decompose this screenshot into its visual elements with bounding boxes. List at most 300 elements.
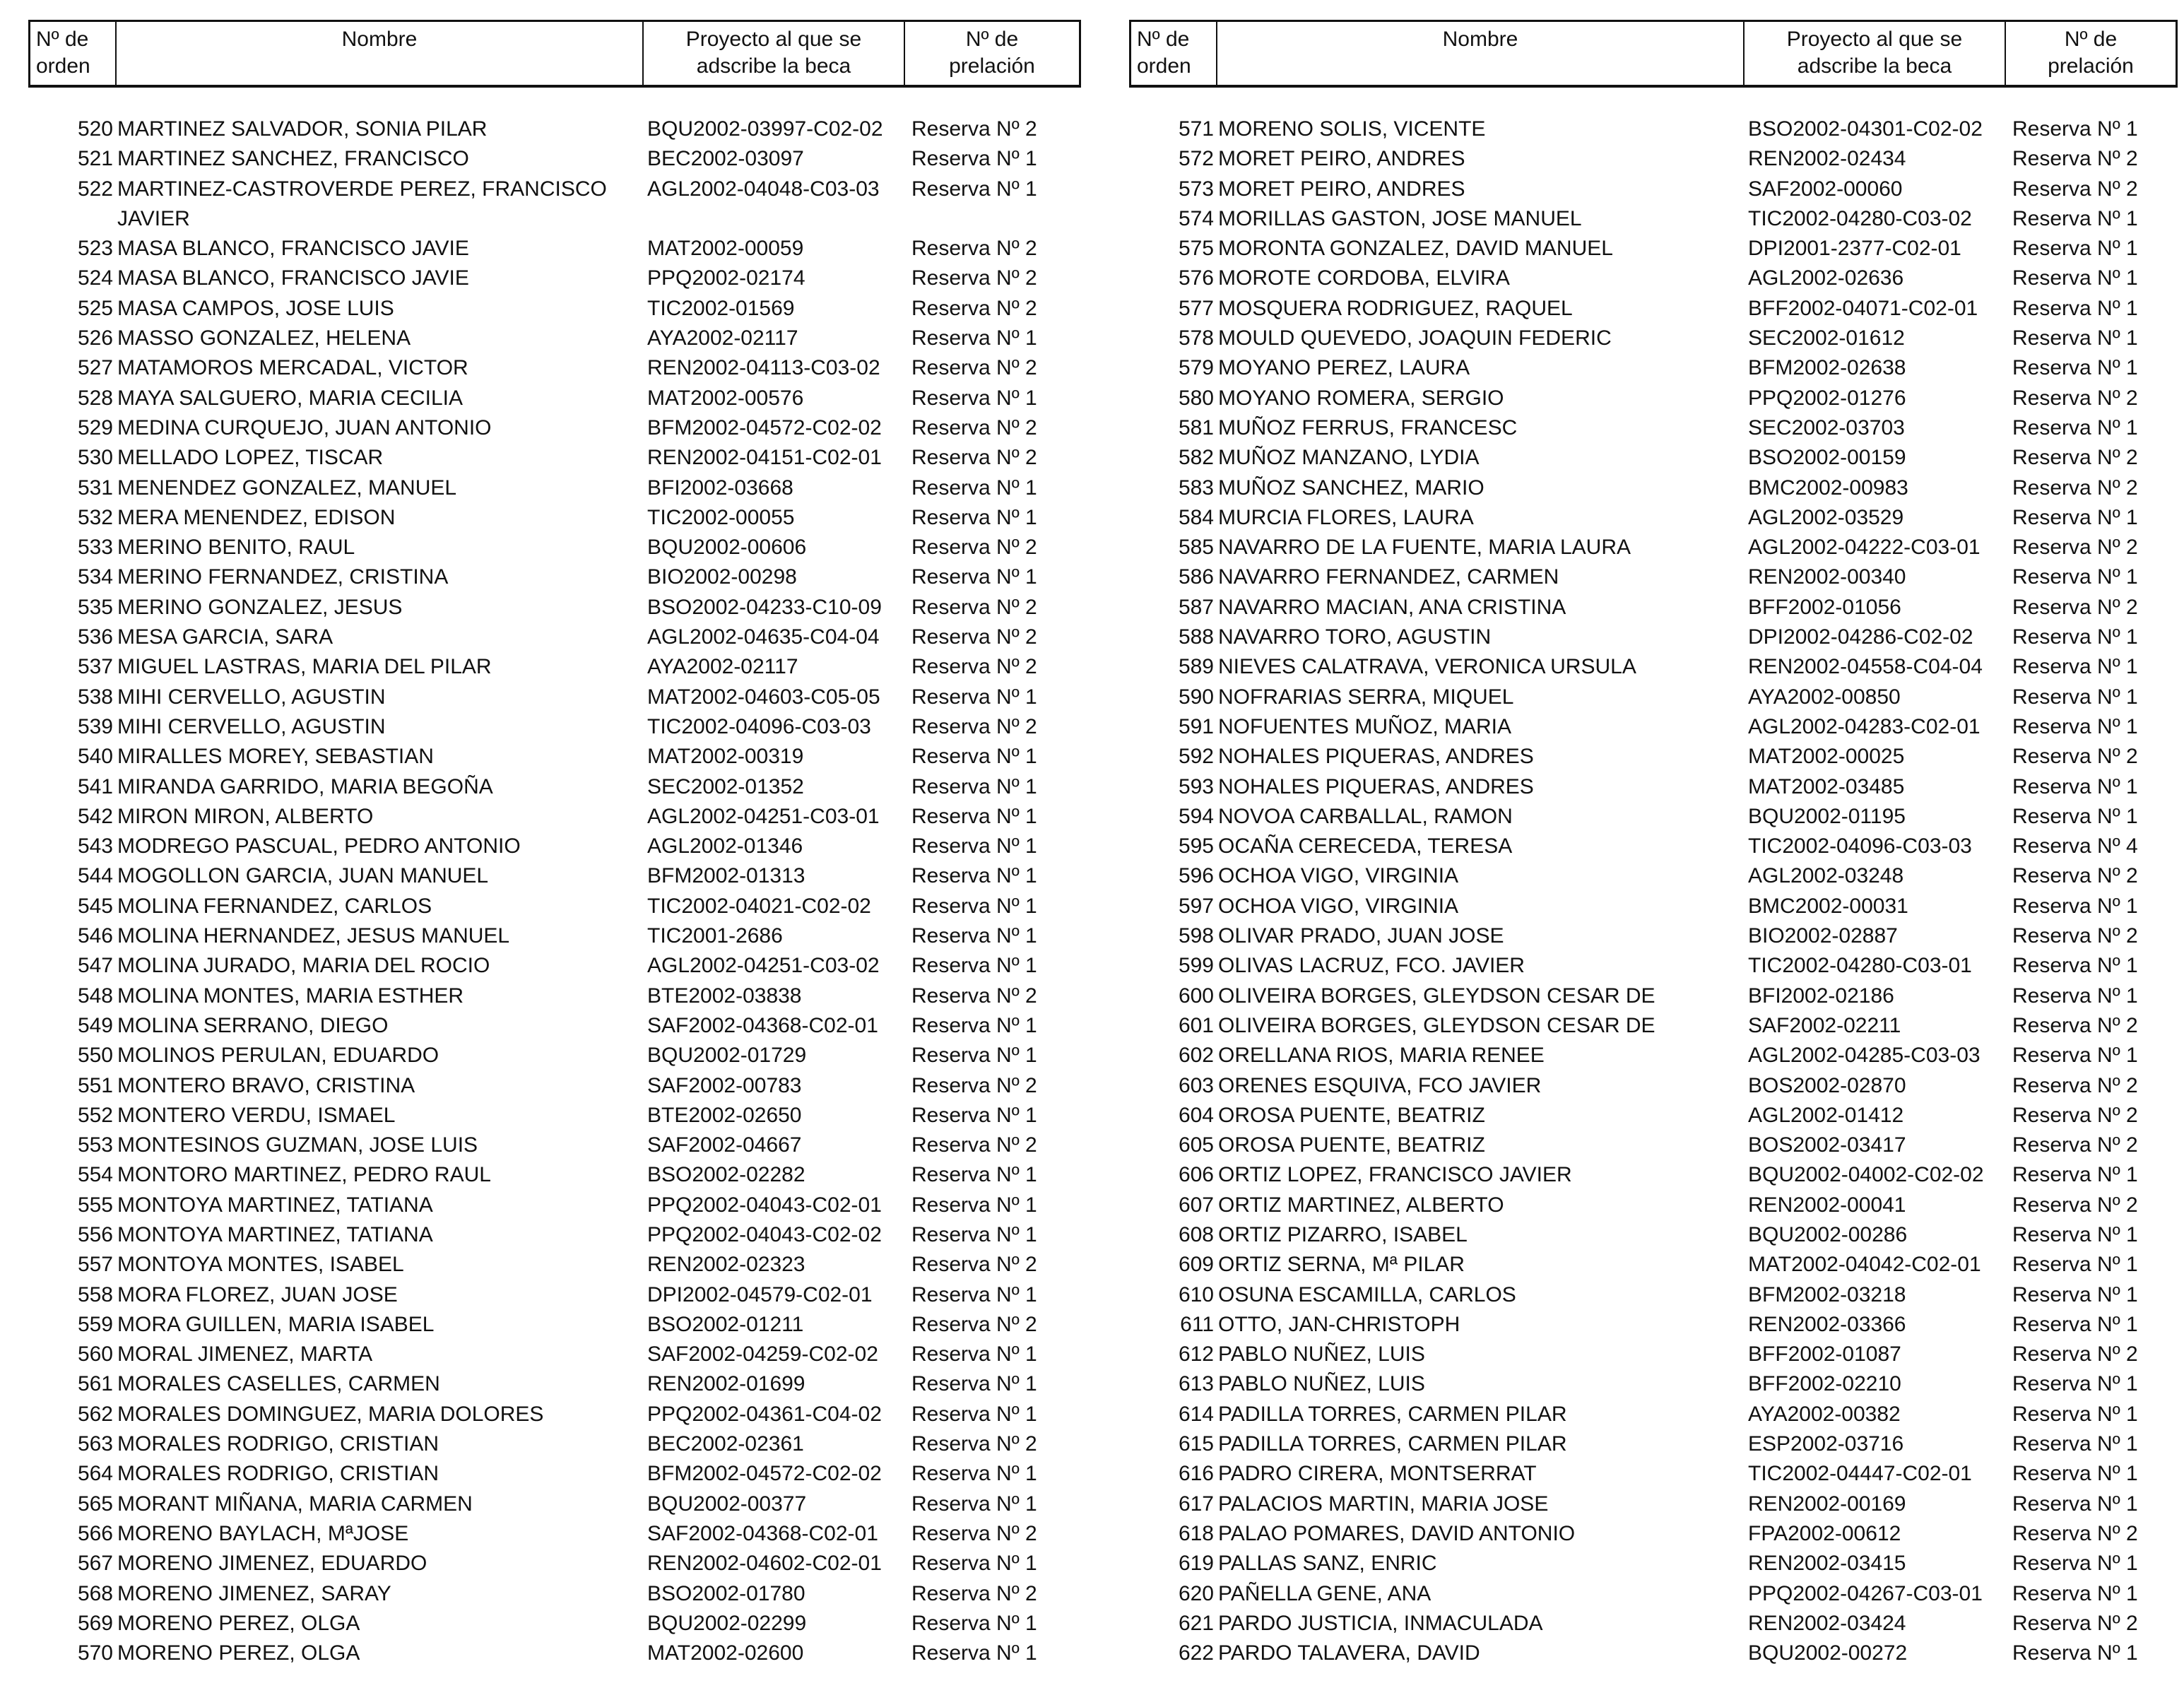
row-prelacion: Reserva Nº 4 bbox=[2012, 834, 2138, 858]
row-name: MIHI CERVELLO, AGUSTIN bbox=[117, 685, 386, 709]
row-project: AGL2002-01346 bbox=[647, 834, 803, 858]
row-prelacion: Reserva Nº 1 bbox=[911, 1103, 1037, 1127]
row-name: MORALES DOMINGUEZ, MARIA DOLORES bbox=[117, 1402, 544, 1426]
row-prelacion: Reserva Nº 1 bbox=[911, 1372, 1037, 1396]
row-name: MONTOYA MARTINEZ, TATIANA bbox=[117, 1193, 433, 1217]
row-name: PADILLA TORRES, CARMEN PILAR bbox=[1218, 1432, 1567, 1456]
row-name: MOLINA HERNANDEZ, JESUS MANUEL bbox=[117, 924, 510, 948]
row-prelacion: Reserva Nº 1 bbox=[2012, 505, 2138, 529]
row-name: NOVOA CARBALLAL, RAMON bbox=[1218, 804, 1513, 828]
row-number: 535 bbox=[77, 595, 113, 619]
row-number: 571 bbox=[1178, 117, 1214, 141]
row-name: PARDO JUSTICIA, INMACULADA bbox=[1218, 1611, 1543, 1635]
row-name: NOFRARIAS SERRA, MIQUEL bbox=[1218, 685, 1514, 709]
table-row bbox=[1129, 1429, 2178, 1459]
table-row bbox=[1129, 802, 2178, 832]
row-name: MORET PEIRO, ANDRES bbox=[1218, 177, 1465, 201]
table-row bbox=[1129, 1310, 2178, 1340]
row-name: MUÑOZ FERRUS, FRANCESC bbox=[1218, 415, 1518, 439]
row-number: 575 bbox=[1178, 237, 1214, 261]
row-project: MAT2002-03485 bbox=[1748, 774, 1905, 798]
row-number: 593 bbox=[1178, 774, 1214, 798]
row-project: BSO2002-02282 bbox=[647, 1163, 805, 1187]
row-project: BSO2002-01780 bbox=[647, 1581, 805, 1605]
row-project: PPQ2002-04361-C04-02 bbox=[647, 1402, 882, 1426]
row-project: TIC2002-00055 bbox=[647, 505, 795, 529]
row-project: AGL2002-04285-C03-03 bbox=[1748, 1044, 1981, 1068]
row-number: 539 bbox=[77, 714, 113, 738]
row-project: BOS2002-03417 bbox=[1748, 1133, 1906, 1157]
row-prelacion: Reserva Nº 1 bbox=[2012, 685, 2138, 709]
row-number: 610 bbox=[1178, 1282, 1214, 1306]
row-project: AGL2002-04251-C03-01 bbox=[647, 804, 880, 828]
row-project: BMC2002-00983 bbox=[1748, 476, 1908, 500]
row-number: 563 bbox=[77, 1432, 113, 1456]
row-project: TIC2002-04096-C03-03 bbox=[647, 714, 871, 738]
row-project: TIC2002-01569 bbox=[647, 296, 795, 320]
row-project: BFF2002-01087 bbox=[1748, 1342, 1901, 1367]
row-number: 574 bbox=[1178, 206, 1214, 230]
row-prelacion: Reserva Nº 1 bbox=[2012, 1282, 2138, 1306]
row-number: 622 bbox=[1178, 1641, 1214, 1665]
row-project: MAT2002-00025 bbox=[1748, 745, 1905, 769]
row-name: PALAO POMARES, DAVID ANTONIO bbox=[1218, 1521, 1576, 1545]
row-project: TIC2002-04280-C03-02 bbox=[1748, 206, 1972, 230]
row-project: AGL2002-03529 bbox=[1748, 505, 1904, 529]
row-prelacion: Reserva Nº 1 bbox=[2012, 1372, 2138, 1396]
row-number: 557 bbox=[77, 1253, 113, 1277]
row-prelacion: Reserva Nº 1 bbox=[911, 864, 1037, 888]
table-row bbox=[1129, 652, 2178, 682]
row-prelacion: Reserva Nº 2 bbox=[2012, 924, 2138, 948]
row-name: MONTORO MARTINEZ, PEDRO RAUL bbox=[117, 1163, 491, 1187]
row-number: 590 bbox=[1178, 685, 1214, 709]
row-project: AYA2002-00850 bbox=[1748, 685, 1901, 709]
row-prelacion: Reserva Nº 2 bbox=[2012, 595, 2138, 619]
left-table bbox=[28, 20, 1081, 1665]
row-project: SAF2002-00060 bbox=[1748, 177, 1903, 201]
row-prelacion: Reserva Nº 1 bbox=[2012, 655, 2138, 679]
row-number: 600 bbox=[1178, 984, 1214, 1008]
header-prelacion bbox=[904, 22, 1079, 85]
row-number: 552 bbox=[77, 1103, 113, 1127]
row-project: PPQ2002-04043-C02-02 bbox=[647, 1222, 882, 1246]
header-orden-line2: orden bbox=[36, 54, 90, 78]
table-row bbox=[28, 114, 1081, 144]
row-project: BQU2002-01729 bbox=[647, 1044, 807, 1068]
header-orden bbox=[30, 22, 115, 85]
row-project: BEC2002-03097 bbox=[647, 147, 804, 171]
row-project: SAF2002-04259-C02-02 bbox=[647, 1342, 878, 1367]
row-project: BFM2002-02638 bbox=[1748, 356, 1906, 380]
row-number: 549 bbox=[77, 1013, 113, 1037]
row-prelacion: Reserva Nº 1 bbox=[911, 685, 1037, 709]
row-number: 527 bbox=[77, 356, 113, 380]
row-number: 536 bbox=[77, 625, 113, 649]
row-project: AGL2002-04283-C02-01 bbox=[1748, 714, 1981, 738]
row-name: ORENES ESQUIVA, FCO JAVIER bbox=[1218, 1073, 1542, 1097]
header-orden bbox=[1131, 22, 1216, 85]
row-project: REN2002-03366 bbox=[1748, 1312, 1906, 1336]
table-row bbox=[28, 593, 1081, 622]
row-prelacion: Reserva Nº 2 bbox=[911, 446, 1037, 470]
row-number: 531 bbox=[77, 476, 113, 500]
row-name: MERINO BENITO, RAUL bbox=[117, 536, 355, 560]
row-project: AGL2002-02636 bbox=[1748, 266, 1904, 290]
row-project: AYA2002-02117 bbox=[647, 655, 798, 679]
row-prelacion: Reserva Nº 1 bbox=[2012, 954, 2138, 978]
row-number: 528 bbox=[77, 386, 113, 410]
row-number: 529 bbox=[77, 415, 113, 439]
row-name: MORENO PEREZ, OLGA bbox=[117, 1611, 360, 1635]
row-name: MEDINA CURQUEJO, JUAN ANTONIO bbox=[117, 415, 492, 439]
row-project: SEC2002-01612 bbox=[1748, 326, 1905, 350]
row-name: PABLO NUÑEZ, LUIS bbox=[1218, 1342, 1425, 1367]
row-prelacion: Reserva Nº 2 bbox=[911, 1073, 1037, 1097]
table-row bbox=[28, 384, 1081, 413]
row-project: BFM2002-04572-C02-02 bbox=[647, 1462, 882, 1486]
row-project: BQU2002-00377 bbox=[647, 1492, 807, 1516]
row-number: 570 bbox=[77, 1641, 113, 1665]
row-prelacion: Reserva Nº 2 bbox=[911, 655, 1037, 679]
row-project: AGL2002-04222-C03-01 bbox=[1748, 536, 1981, 560]
table-row bbox=[1129, 384, 2178, 413]
table-row bbox=[1129, 861, 2178, 891]
table-row bbox=[28, 981, 1081, 1011]
row-project: PPQ2002-04267-C03-01 bbox=[1748, 1581, 1983, 1605]
table-row bbox=[28, 1519, 1081, 1549]
row-prelacion: Reserva Nº 1 bbox=[911, 1193, 1037, 1217]
header-nombre bbox=[1216, 22, 1743, 85]
row-number: 558 bbox=[77, 1282, 113, 1306]
table-row bbox=[1129, 503, 2178, 533]
row-number: 608 bbox=[1178, 1222, 1214, 1246]
row-name: MASA BLANCO, FRANCISCO JAVIE bbox=[117, 266, 469, 290]
row-project: REN2002-03424 bbox=[1748, 1611, 1906, 1635]
row-prelacion: Reserva Nº 2 bbox=[911, 595, 1037, 619]
row-project: MAT2002-02600 bbox=[647, 1641, 804, 1665]
table-row bbox=[1129, 742, 2178, 772]
table-row bbox=[1129, 622, 2178, 652]
row-number: 601 bbox=[1178, 1013, 1214, 1037]
row-project: REN2002-02434 bbox=[1748, 147, 1906, 171]
row-project: BTE2002-03838 bbox=[647, 984, 802, 1008]
row-name: MORA FLOREZ, JUAN JOSE bbox=[117, 1282, 398, 1306]
table-row bbox=[1129, 1489, 2178, 1519]
row-project: BFF2002-01056 bbox=[1748, 595, 1901, 619]
row-number: 595 bbox=[1178, 834, 1214, 858]
row-name: OLIVEIRA BORGES, GLEYDSON CESAR DE bbox=[1218, 984, 1655, 1008]
row-number: 602 bbox=[1178, 1044, 1214, 1068]
row-name: PALLAS SANZ, ENRIC bbox=[1218, 1552, 1437, 1576]
row-prelacion: Reserva Nº 1 bbox=[2012, 206, 2138, 230]
row-prelacion: Reserva Nº 1 bbox=[911, 1402, 1037, 1426]
row-project: TIC2001-2686 bbox=[647, 924, 783, 948]
row-prelacion: Reserva Nº 2 bbox=[2012, 446, 2138, 470]
row-prelacion: Reserva Nº 2 bbox=[2012, 1342, 2138, 1367]
row-prelacion: Reserva Nº 1 bbox=[2012, 1581, 2138, 1605]
table-row bbox=[1129, 324, 2178, 353]
row-project: BFM2002-04572-C02-02 bbox=[647, 415, 882, 439]
row-prelacion: Reserva Nº 1 bbox=[911, 147, 1037, 171]
row-name: OROSA PUENTE, BEATRIZ bbox=[1218, 1103, 1485, 1127]
table-row bbox=[1129, 951, 2178, 981]
row-project: BFM2002-03218 bbox=[1748, 1282, 1906, 1306]
table-row bbox=[28, 1041, 1081, 1070]
row-prelacion: Reserva Nº 1 bbox=[2012, 266, 2138, 290]
right-table-header bbox=[1129, 20, 2178, 88]
row-project: BFI2002-03668 bbox=[647, 476, 793, 500]
row-project: BQU2002-04002-C02-02 bbox=[1748, 1163, 1984, 1187]
row-prelacion: Reserva Nº 1 bbox=[911, 476, 1037, 500]
row-name: MORALES RODRIGO, CRISTIAN bbox=[117, 1432, 439, 1456]
table-row bbox=[28, 473, 1081, 503]
row-name: MORENO PEREZ, OLGA bbox=[117, 1641, 360, 1665]
row-project: BFM2002-01313 bbox=[647, 864, 805, 888]
row-project: AGL2002-03248 bbox=[1748, 864, 1904, 888]
row-number: 584 bbox=[1178, 505, 1214, 529]
row-prelacion: Reserva Nº 2 bbox=[911, 266, 1037, 290]
table-row bbox=[28, 413, 1081, 443]
row-prelacion: Reserva Nº 2 bbox=[911, 536, 1037, 560]
row-prelacion: Reserva Nº 1 bbox=[2012, 1641, 2138, 1665]
row-project: BSO2002-04301-C02-02 bbox=[1748, 117, 1983, 141]
table-row bbox=[1129, 175, 2178, 204]
table-row bbox=[1129, 921, 2178, 951]
table-row bbox=[28, 562, 1081, 592]
row-name: PAÑELLA GENE, ANA bbox=[1218, 1581, 1432, 1605]
row-number: 534 bbox=[77, 565, 113, 589]
row-name: NOFUENTES MUÑOZ, MARIA bbox=[1218, 714, 1512, 738]
row-number: 562 bbox=[77, 1402, 113, 1426]
row-number: 582 bbox=[1178, 446, 1214, 470]
table-row bbox=[1129, 1609, 2178, 1639]
header-nombre-text: Nombre bbox=[341, 28, 418, 51]
row-prelacion: Reserva Nº 2 bbox=[2012, 1103, 2138, 1127]
row-prelacion: Reserva Nº 1 bbox=[911, 1163, 1037, 1187]
row-prelacion: Reserva Nº 2 bbox=[911, 296, 1037, 320]
row-project: MAT2002-00059 bbox=[647, 237, 804, 261]
row-number: 521 bbox=[77, 147, 113, 171]
row-prelacion: Reserva Nº 2 bbox=[911, 1253, 1037, 1277]
row-number: 561 bbox=[77, 1372, 113, 1396]
row-project: REN2002-00169 bbox=[1748, 1492, 1906, 1516]
row-project: BEC2002-02361 bbox=[647, 1432, 804, 1456]
table-row bbox=[28, 921, 1081, 951]
row-project: FPA2002-00612 bbox=[1748, 1521, 1901, 1545]
row-number: 559 bbox=[77, 1312, 113, 1336]
row-prelacion: Reserva Nº 2 bbox=[2012, 1193, 2138, 1217]
row-prelacion: Reserva Nº 1 bbox=[2012, 625, 2138, 649]
row-number: 613 bbox=[1178, 1372, 1214, 1396]
row-prelacion: Reserva Nº 1 bbox=[911, 834, 1037, 858]
row-number: 591 bbox=[1178, 714, 1214, 738]
row-project: REN2002-02323 bbox=[647, 1253, 805, 1277]
row-project: AGL2002-04048-C03-03 bbox=[647, 177, 880, 201]
table-row bbox=[1129, 1071, 2178, 1101]
row-name: MOLINOS PERULAN, EDUARDO bbox=[117, 1044, 439, 1068]
row-number: 606 bbox=[1178, 1163, 1214, 1187]
table-row bbox=[28, 1131, 1081, 1160]
row-project: DPI2002-04286-C02-02 bbox=[1748, 625, 1973, 649]
row-project: ESP2002-03716 bbox=[1748, 1432, 1904, 1456]
row-prelacion: Reserva Nº 1 bbox=[911, 745, 1037, 769]
table-row bbox=[28, 533, 1081, 562]
row-number: 551 bbox=[77, 1073, 113, 1097]
row-project: REN2002-00041 bbox=[1748, 1193, 1906, 1217]
row-project: BSO2002-04233-C10-09 bbox=[647, 595, 882, 619]
header-proyecto-line2: adscribe la beca bbox=[696, 54, 851, 78]
row-project: REN2002-04113-C03-02 bbox=[647, 356, 880, 380]
row-project: AYA2002-00382 bbox=[1748, 1402, 1901, 1426]
row-number: 560 bbox=[77, 1342, 113, 1367]
row-prelacion: Reserva Nº 1 bbox=[2012, 1163, 2138, 1187]
row-prelacion: Reserva Nº 2 bbox=[2012, 1521, 2138, 1545]
row-name: MIGUEL LASTRAS, MARIA DEL PILAR bbox=[117, 655, 492, 679]
row-number: 609 bbox=[1178, 1253, 1214, 1277]
table-row bbox=[28, 503, 1081, 533]
row-number: 578 bbox=[1178, 326, 1214, 350]
row-project: REN2002-03415 bbox=[1748, 1552, 1906, 1576]
row-project: AGL2002-04635-C04-04 bbox=[647, 625, 880, 649]
row-name: MORILLAS GASTON, JOSE MANUEL bbox=[1218, 206, 1582, 230]
row-number: 523 bbox=[77, 237, 113, 261]
row-name: MIRALLES MOREY, SEBASTIAN bbox=[117, 745, 434, 769]
row-project: REN2002-04151-C02-01 bbox=[647, 446, 882, 470]
row-number: 583 bbox=[1178, 476, 1214, 500]
table-row bbox=[1129, 353, 2178, 383]
row-project: SAF2002-04368-C02-01 bbox=[647, 1521, 878, 1545]
table-row bbox=[28, 861, 1081, 891]
table-row bbox=[28, 1280, 1081, 1310]
row-name: OLIVAR PRADO, JUAN JOSE bbox=[1218, 924, 1504, 948]
row-prelacion: Reserva Nº 2 bbox=[2012, 177, 2138, 201]
row-name: ORELLANA RIOS, MARIA RENEE bbox=[1218, 1044, 1545, 1068]
header-proyecto-line1: Proyecto al que se bbox=[685, 28, 862, 51]
row-name: MOSQUERA RODRIGUEZ, RAQUEL bbox=[1218, 296, 1573, 320]
row-prelacion: Reserva Nº 2 bbox=[2012, 147, 2138, 171]
row-number: 544 bbox=[77, 864, 113, 888]
row-name: OCHOA VIGO, VIRGINIA bbox=[1218, 894, 1459, 918]
row-number: 548 bbox=[77, 984, 113, 1008]
row-prelacion: Reserva Nº 1 bbox=[2012, 1552, 2138, 1576]
table-row bbox=[1129, 144, 2178, 174]
table-row bbox=[28, 1579, 1081, 1609]
row-prelacion: Reserva Nº 2 bbox=[2012, 745, 2138, 769]
row-number: 540 bbox=[77, 745, 113, 769]
row-project: SAF2002-02211 bbox=[1748, 1013, 1901, 1037]
row-name: OSUNA ESCAMILLA, CARLOS bbox=[1218, 1282, 1516, 1306]
row-name: MASSO GONZALEZ, HELENA bbox=[117, 326, 411, 350]
row-prelacion: Reserva Nº 2 bbox=[911, 625, 1037, 649]
table-row bbox=[1129, 114, 2178, 144]
row-number: 520 bbox=[77, 117, 113, 141]
table-row bbox=[1129, 1101, 2178, 1131]
row-prelacion: Reserva Nº 1 bbox=[911, 326, 1037, 350]
table-row bbox=[28, 832, 1081, 861]
row-number: 564 bbox=[77, 1462, 113, 1486]
table-row bbox=[1129, 1459, 2178, 1489]
row-name: MORENO BAYLACH, MªJOSE bbox=[117, 1521, 409, 1545]
row-prelacion: Reserva Nº 2 bbox=[911, 1312, 1037, 1336]
row-prelacion: Reserva Nº 1 bbox=[2012, 237, 2138, 261]
row-name: NAVARRO TORO, AGUSTIN bbox=[1218, 625, 1492, 649]
row-number: 588 bbox=[1178, 625, 1214, 649]
table-row bbox=[1129, 413, 2178, 443]
row-project: AGL2002-04251-C03-02 bbox=[647, 954, 880, 978]
row-project: BIO2002-00298 bbox=[647, 565, 797, 589]
table-row bbox=[28, 1011, 1081, 1041]
table-row bbox=[1129, 1280, 2178, 1310]
table-row bbox=[28, 144, 1081, 174]
row-prelacion: Reserva Nº 1 bbox=[911, 774, 1037, 798]
row-prelacion: Reserva Nº 2 bbox=[911, 415, 1037, 439]
row-number: 581 bbox=[1178, 415, 1214, 439]
header-orden-line1: Nº de bbox=[36, 28, 89, 51]
row-prelacion: Reserva Nº 2 bbox=[911, 356, 1037, 380]
row-project: SEC2002-03703 bbox=[1748, 415, 1905, 439]
right-table bbox=[1129, 20, 2178, 1665]
row-project: BQU2002-01195 bbox=[1748, 804, 1906, 828]
row-project: BSO2002-00159 bbox=[1748, 446, 1906, 470]
row-name: PADRO CIRERA, MONTSERRAT bbox=[1218, 1462, 1537, 1486]
row-name: MUÑOZ MANZANO, LYDIA bbox=[1218, 446, 1480, 470]
row-prelacion: Reserva Nº 2 bbox=[911, 984, 1037, 1008]
row-number: 587 bbox=[1178, 595, 1214, 619]
row-name: MORENO SOLIS, VICENTE bbox=[1218, 117, 1486, 141]
row-number: 547 bbox=[77, 954, 113, 978]
row-project: MAT2002-04042-C02-01 bbox=[1748, 1253, 1981, 1277]
table-row bbox=[1129, 832, 2178, 861]
header-proyecto bbox=[1743, 22, 2005, 85]
row-prelacion: Reserva Nº 2 bbox=[911, 1521, 1037, 1545]
header-prelacion bbox=[2005, 22, 2176, 85]
header-orden-line2: orden bbox=[1137, 54, 1191, 78]
row-number: 612 bbox=[1178, 1342, 1214, 1367]
row-name: PABLO NUÑEZ, LUIS bbox=[1218, 1372, 1425, 1396]
row-project: BFF2002-02210 bbox=[1748, 1372, 1901, 1396]
row-prelacion: Reserva Nº 1 bbox=[911, 177, 1037, 201]
row-prelacion: Reserva Nº 1 bbox=[2012, 1432, 2138, 1456]
row-number: 607 bbox=[1178, 1193, 1214, 1217]
row-name: MOYANO PEREZ, LAURA bbox=[1218, 356, 1470, 380]
row-number: 542 bbox=[77, 804, 113, 828]
row-name: MERA MENENDEZ, EDISON bbox=[117, 505, 396, 529]
row-prelacion: Reserva Nº 1 bbox=[911, 505, 1037, 529]
row-prelacion: Reserva Nº 1 bbox=[911, 924, 1037, 948]
table-row bbox=[28, 1310, 1081, 1340]
row-name: ORTIZ PIZARRO, ISABEL bbox=[1218, 1222, 1468, 1246]
table-row bbox=[28, 1549, 1081, 1578]
row-prelacion: Reserva Nº 1 bbox=[2012, 804, 2138, 828]
row-number: 567 bbox=[77, 1552, 113, 1576]
table-row bbox=[1129, 1011, 2178, 1041]
row-prelacion: Reserva Nº 2 bbox=[2012, 536, 2138, 560]
row-prelacion: Reserva Nº 1 bbox=[911, 804, 1037, 828]
row-name: OCHOA VIGO, VIRGINIA bbox=[1218, 864, 1459, 888]
row-project: BFI2002-02186 bbox=[1748, 984, 1894, 1008]
row-name: MORANT MIÑANA, MARIA CARMEN bbox=[117, 1492, 473, 1516]
row-prelacion: Reserva Nº 1 bbox=[911, 1462, 1037, 1486]
row-name: OROSA PUENTE, BEATRIZ bbox=[1218, 1133, 1485, 1157]
table-row bbox=[28, 951, 1081, 981]
row-name: PARDO TALAVERA, DAVID bbox=[1218, 1641, 1480, 1665]
row-name: PADILLA TORRES, CARMEN PILAR bbox=[1218, 1402, 1567, 1426]
row-name: MORA GUILLEN, MARIA ISABEL bbox=[117, 1312, 435, 1336]
row-number: 533 bbox=[77, 536, 113, 560]
row-name: NOHALES PIQUERAS, ANDRES bbox=[1218, 745, 1534, 769]
row-number: 572 bbox=[1178, 147, 1214, 171]
